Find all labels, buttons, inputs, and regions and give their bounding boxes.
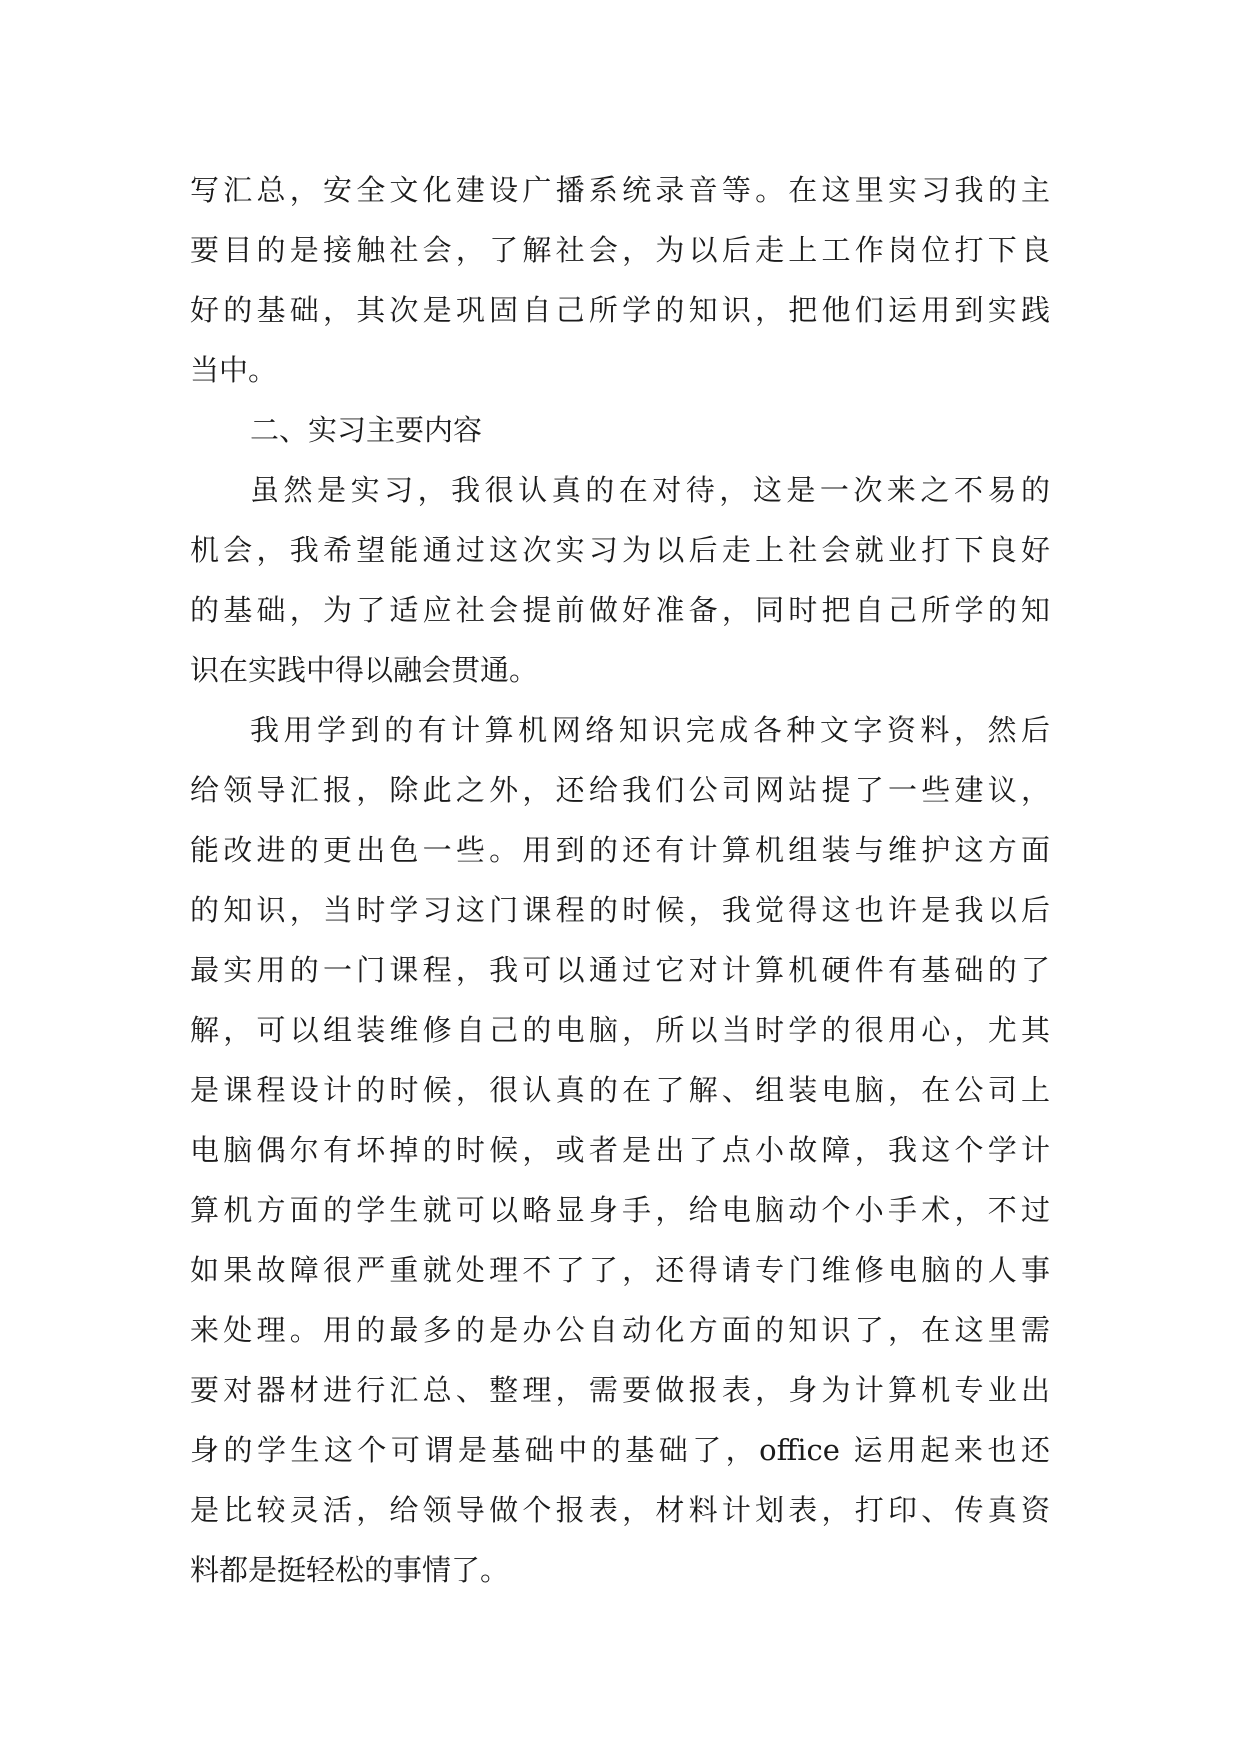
text-line: 虽然是实习，我很认真的在对待，这是一次来之不易的: [250, 473, 1050, 507]
text-line: 来处理。用的最多的是办公自动化方面的知识了，在这里需: [190, 1313, 1050, 1347]
text-line: 写汇总，安全文化建设广播系统录音等。在这里实习我的主: [190, 173, 1050, 207]
text-line: 当中。: [190, 353, 278, 387]
text-line: 是比较灵活，给领导做个报表，材料计划表，打印、传真资: [190, 1493, 1050, 1527]
text-line: 料都是挺轻松的事情了。: [190, 1553, 510, 1587]
text-line: 如果故障很严重就处理不了了，还得请专门维修电脑的人事: [190, 1253, 1050, 1287]
text-line: 识在实践中得以融会贯通。: [190, 653, 539, 687]
text-line: 的知识，当时学习这门课程的时候，我觉得这也许是我以后: [190, 893, 1050, 927]
text-line: 机会，我希望能通过这次实习为以后走上社会就业打下良好: [190, 533, 1050, 567]
text-line: 电脑偶尔有坏掉的时候，或者是出了点小故障，我这个学计: [190, 1133, 1050, 1167]
text-line: 的基础，为了适应社会提前做好准备，同时把自己所学的知: [190, 593, 1050, 627]
text-line: 给领导汇报，除此之外，还给我们公司网站提了一些建议，: [190, 773, 1050, 807]
text-line: 好的基础，其次是巩固自己所学的知识，把他们运用到实践: [190, 293, 1050, 327]
text-line: 解，可以组装维修自己的电脑，所以当时学的很用心，尤其: [190, 1013, 1050, 1047]
text-line: 身的学生这个可谓是基础中的基础了，office 运用起来也还: [190, 1433, 1050, 1467]
text-line: 要对器材进行汇总、整理，需要做报表，身为计算机专业出: [190, 1373, 1050, 1407]
section-heading: 二、实习主要内容: [250, 413, 483, 447]
text-line: 是课程设计的时候，很认真的在了解、组装电脑，在公司上: [190, 1073, 1050, 1107]
document-body: [190, 160, 1050, 1600]
text-line: 我用学到的有计算机网络知识完成各种文字资料，然后: [250, 713, 1050, 747]
text-line: 算机方面的学生就可以略显身手，给电脑动个小手术，不过: [190, 1193, 1050, 1227]
text-line: 最实用的一门课程，我可以通过它对计算机硬件有基础的了: [190, 953, 1050, 987]
text-line: 能改进的更出色一些。用到的还有计算机组装与维护这方面: [190, 833, 1050, 867]
text-line: 要目的是接触社会，了解社会，为以后走上工作岗位打下良: [190, 233, 1050, 267]
